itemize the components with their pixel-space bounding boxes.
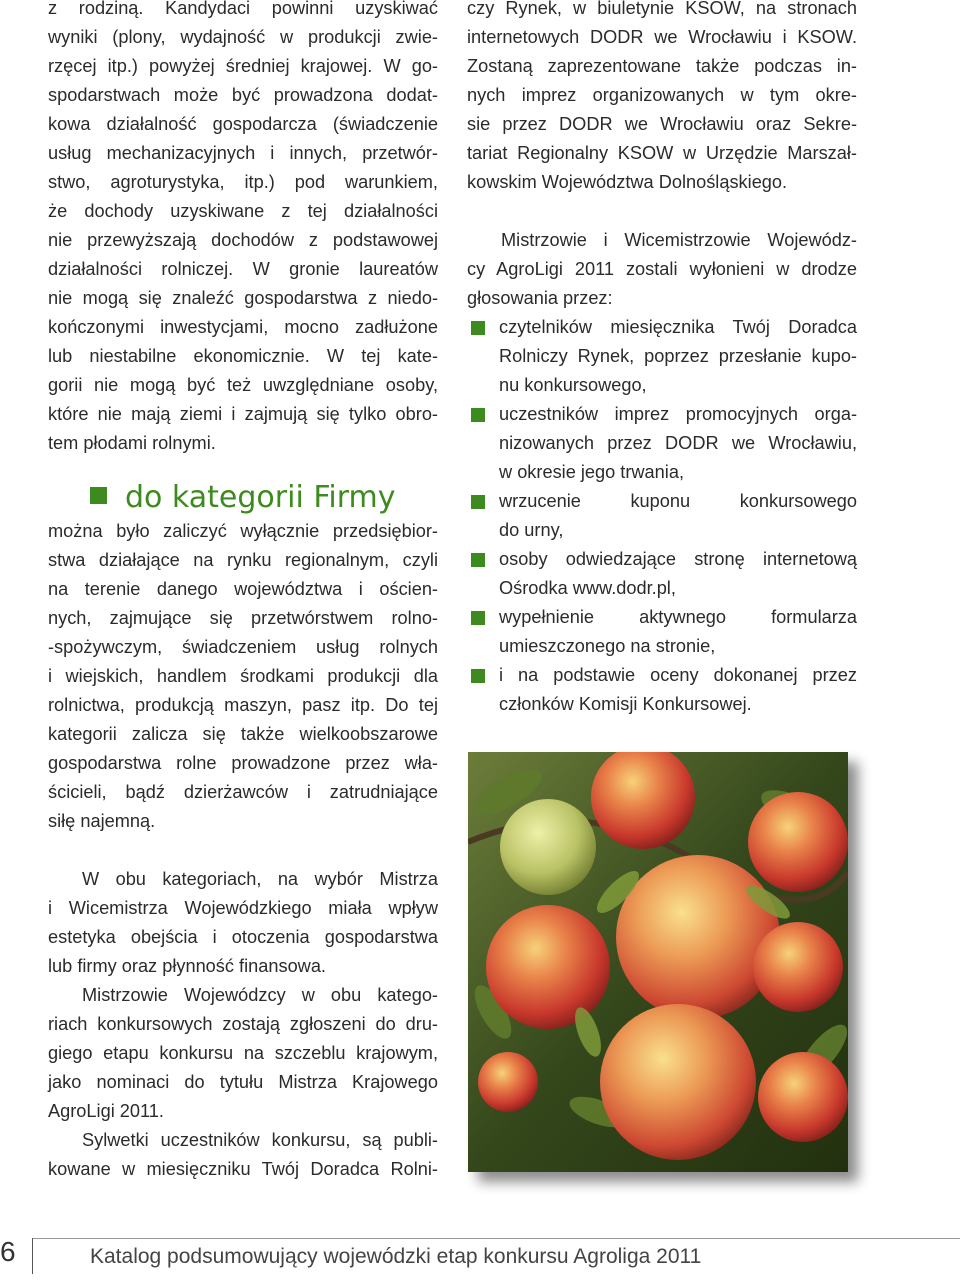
text-line: można było zaliczyć wyłącznie przedsiębior- [48, 521, 438, 541]
list-item [467, 545, 857, 603]
text-line: nie mogą się znaleźć gospodarstwa z niedo- [48, 288, 438, 308]
list-item-line: i na podstawie oceny dokonanej przez [499, 665, 857, 685]
text-line: nie przewyższają dochodów z podstawowej [48, 230, 438, 250]
section-heading [90, 478, 396, 518]
page-number: 6 [0, 1236, 16, 1267]
text-line: kategorii zalicza się także wielkoobszarowe [48, 724, 438, 744]
text-line: jako nominaci do tytułu Mistrza Krajowego [48, 1072, 438, 1092]
text-line: gorii nie mogą być też uwzględniane osoby, [48, 375, 438, 395]
left-column-firmy [48, 517, 438, 836]
bullet-square-icon [90, 487, 107, 504]
text-line: stwa działające na rynku regionalnym, czyli [48, 550, 438, 570]
left-column-top [48, 0, 438, 458]
section-heading-text: do kategorii Firmy [125, 480, 396, 515]
right-column-intro [467, 226, 857, 313]
list-item [467, 661, 857, 719]
text-line: -spożywczym, świadczeniem usług rolnych [48, 637, 438, 657]
text-line: i Wicemistrza Wojewódzkiego miała wpływ [48, 898, 438, 918]
text-line: nych imprez organizowanych w tym okre- [467, 85, 857, 105]
text-line: Zostaną zaprezentowane także podczas in- [467, 56, 857, 76]
list-item-line: nizowanych przez DODR we Wrocławiu, [499, 433, 857, 453]
list-item [467, 487, 857, 545]
text-line: AgroLigi 2011. [48, 1101, 164, 1121]
bullet-square-icon [471, 408, 485, 422]
text-line: tem płodami rolnymi. [48, 433, 216, 453]
left-column-bottom-p3 [48, 1126, 438, 1184]
list-item-line: do urny, [499, 520, 564, 540]
list-item-line: członków Komisji Konkursowej. [499, 694, 752, 714]
list-item [467, 313, 857, 400]
text-line: z rodziną. Kandydaci powinni uzyskiwać [48, 0, 438, 18]
list-item-line: Ośrodka www.dodr.pl, [499, 578, 676, 598]
bullet-square-icon [471, 321, 485, 335]
bullet-square-icon [471, 611, 485, 625]
text-line: lub firmy oraz płynność finansowa. [48, 956, 326, 976]
text-line: nych, zajmujące się przetwórstwem rolno- [48, 608, 438, 628]
text-line: działalności rolniczej. W gronie laureatów [48, 259, 438, 279]
list-item-line: umieszczonego na stronie, [499, 636, 716, 656]
text-line: riach konkursowych zostają zgłoszeni do dru- [48, 1014, 438, 1034]
list-item-line: nu konkursowego, [499, 375, 647, 395]
list-item-line: czytelników miesięcznika Twój Doradca [499, 317, 857, 337]
text-line: internetowych DODR we Wrocławiu i KSOW. [467, 27, 857, 47]
text-line: estetyka obejścia i otoczenia gospodarstwa [48, 927, 438, 947]
list-item [467, 400, 857, 487]
text-line: i wiejskich, handlem środkami produkcji dla [48, 666, 438, 686]
list-item-line: wrzucenie kuponu konkursowego [499, 491, 857, 511]
text-line: wyniki (plony, wydajność w produkcji zwie- [48, 27, 438, 47]
text-line: siłę najemną. [48, 811, 156, 831]
list-item-line: osoby odwiedzające stronę internetową [499, 549, 857, 569]
text-line: rzęcej itp.) powyżej średniej krajowej. W go- [48, 56, 438, 76]
list-item-line: wypełnienie aktywnego formularza [499, 607, 857, 627]
text-line: kowskim Województwa Dolnośląskiego. [467, 172, 788, 192]
text-line: które nie mają ziemi i zajmują się tylko obro- [48, 404, 438, 424]
bullet-square-icon [471, 669, 485, 683]
text-line: cy AgroLigi 2011 zostali wyłonieni w drodze [467, 259, 857, 279]
left-column-bottom-p2 [48, 981, 438, 1126]
footer-rule [32, 1238, 960, 1239]
voting-methods-list [467, 313, 857, 719]
list-item-line: uczestników imprez promocyjnych orga- [499, 404, 857, 424]
text-line: czy Rynek, w biuletynie KSOW, na stronach [467, 0, 857, 18]
text-line: kowane w miesięczniku Twój Doradca Rolni- [48, 1159, 438, 1179]
text-line: stwo, agroturystyka, itp.) pod warunkiem, [48, 172, 438, 192]
text-line: głosowania przez: [467, 288, 613, 308]
text-line: kończonymi inwestycjami, mocno zadłużone [48, 317, 438, 337]
footer-divider [32, 1238, 33, 1274]
bullet-square-icon [471, 495, 485, 509]
text-line: tariat Regionalny KSOW w Urzędzie Marszał- [467, 143, 857, 163]
text-line: Mistrzowie i Wicemistrzowie Wojewódz- [501, 230, 857, 250]
text-line: usług mechanizacyjnych i innych, przetwór- [48, 143, 438, 163]
text-line: Sylwetki uczestników konkursu, są publi- [82, 1130, 438, 1150]
text-line: giego etapu konkursu na szczeblu krajowym, [48, 1043, 438, 1063]
text-line: kowa działalność gospodarcza (świadczenie [48, 114, 438, 134]
text-line: na terenie danego województwa i ościen- [48, 579, 438, 599]
text-line: Mistrzowie Wojewódzcy w obu katego- [82, 985, 438, 1005]
list-item-line: Rolniczy Rynek, poprzez przesłanie kupo- [499, 346, 857, 366]
text-line: gospodarstwa rolne prowadzone przez wła- [48, 753, 438, 773]
right-column-top [467, 0, 857, 197]
text-line: sie przez DODR we Wrocławiu oraz Sekre- [467, 114, 857, 134]
text-line: rolnictwa, produkcją maszyn, pasz itp. Do tej [48, 695, 438, 715]
text-line: W obu kategoriach, na wybór Mistrza [82, 869, 438, 889]
apple-photo-image [468, 752, 848, 1172]
list-item-line: w okresie jego trwania, [499, 462, 684, 482]
text-line: ścicieli, bądź dzierżawców i zatrudniające [48, 782, 438, 802]
footer-title: Katalog podsumowujący wojewódzki etap konkursu Agroliga 2011 [90, 1245, 702, 1268]
bullet-square-icon [471, 553, 485, 567]
list-item [467, 603, 857, 661]
left-column-bottom-p1 [48, 865, 438, 981]
text-line: spodarstwach może być prowadzona dodat- [48, 85, 438, 105]
text-line: że dochody uzyskiwane z tej działalności [48, 201, 438, 221]
text-line: lub niestabilne ekonomicznie. W tej kate- [48, 346, 438, 366]
apple-photo [468, 752, 848, 1172]
